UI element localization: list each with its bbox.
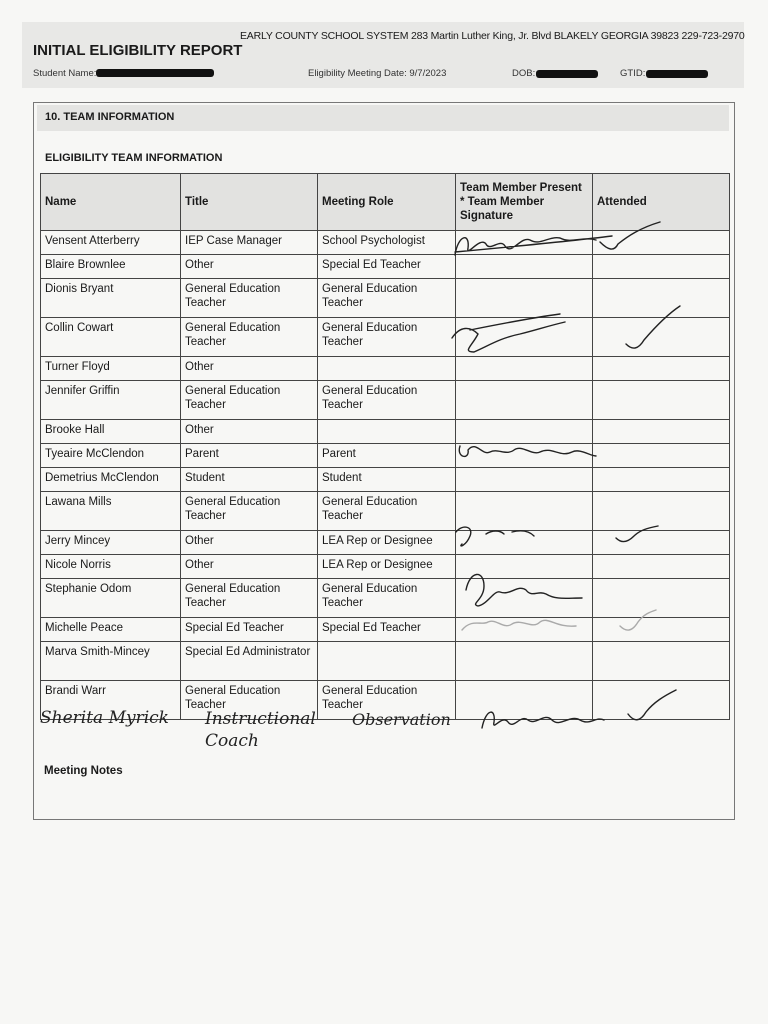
cell-name: Collin Cowart — [41, 318, 181, 357]
cell-title: Other — [181, 255, 318, 279]
cell-role: LEA Rep or Designee — [318, 531, 456, 555]
col-header-attended: Attended — [593, 174, 730, 231]
cell-title: General Education Teacher — [181, 681, 318, 720]
cell-role: Special Ed Teacher — [318, 255, 456, 279]
cell-title: IEP Case Manager — [181, 231, 318, 255]
student-name-label: Student Name: — [33, 68, 97, 79]
dob-label: DOB: — [512, 68, 536, 79]
cell-title: Other — [181, 555, 318, 579]
cell-name: Dionis Bryant — [41, 279, 181, 318]
cell-name: Demetrius McClendon — [41, 468, 181, 492]
meeting-date-label: Eligibility Meeting Date: 9/7/2023 — [308, 68, 447, 79]
cell-name: Blaire Brownlee — [41, 255, 181, 279]
cell-title: Special Ed Administrator — [181, 642, 318, 681]
report-title: INITIAL ELIGIBILITY REPORT — [33, 42, 243, 59]
cell-name: Michelle Peace — [41, 618, 181, 642]
cell-role: School Psychologist — [318, 231, 456, 255]
cell-role: General Education Teacher — [318, 681, 456, 720]
col-header-name: Name — [41, 174, 181, 231]
cell-title: Other — [181, 531, 318, 555]
cell-role: General Education Teacher — [318, 492, 456, 531]
gtid-label: GTID: — [620, 68, 646, 79]
handwritten-name: Sherita Myrick — [40, 708, 169, 728]
cell-role: LEA Rep or Designee — [318, 555, 456, 579]
cell-name: Tyeaire McClendon — [41, 444, 181, 468]
cell-title: Other — [181, 357, 318, 381]
handwritten-role: Observation — [352, 710, 451, 729]
meeting-notes-label: Meeting Notes — [44, 765, 123, 777]
cell-title: Parent — [181, 444, 318, 468]
cell-role: Parent — [318, 444, 456, 468]
section-title: 10. TEAM INFORMATION — [45, 111, 175, 123]
cell-title: General Education Teacher — [181, 492, 318, 531]
cell-role: Student — [318, 468, 456, 492]
cell-title: Special Ed Teacher — [181, 618, 318, 642]
cell-title: Student — [181, 468, 318, 492]
cell-name: Turner Floyd — [41, 357, 181, 381]
cell-title: General Education Teacher — [181, 579, 318, 618]
cell-name: Stephanie Odom — [41, 579, 181, 618]
cell-role: Special Ed Teacher — [318, 618, 456, 642]
col-header-title: Title — [181, 174, 318, 231]
cell-title: General Education Teacher — [181, 381, 318, 420]
organization-line: EARLY COUNTY SCHOOL SYSTEM 283 Martin Luther King, Jr. Blvd BLAKELY GEORGIA 39823 229-723-2970 — [240, 30, 745, 42]
cell-name: Brooke Hall — [41, 420, 181, 444]
handwritten-title: Instructional Coach — [205, 709, 316, 751]
cell-name: Jerry Mincey — [41, 531, 181, 555]
cell-role: General Education Teacher — [318, 318, 456, 357]
cell-role: General Education Teacher — [318, 279, 456, 318]
cell-title: General Education Teacher — [181, 318, 318, 357]
col-header-role: Meeting Role — [318, 174, 456, 231]
col-header-signature: Team Member Present * Team Member Signature — [456, 174, 593, 231]
cell-name: Nicole Norris — [41, 555, 181, 579]
cell-name: Marva Smith-Mincey — [41, 642, 181, 681]
cell-title: Other — [181, 420, 318, 444]
cell-name: Lawana Mills — [41, 492, 181, 531]
cell-role: General Education Teacher — [318, 579, 456, 618]
cell-name: Brandi Warr — [41, 681, 181, 720]
cell-name: Jennifer Griffin — [41, 381, 181, 420]
cell-role: General Education Teacher — [318, 381, 456, 420]
cell-name: Vensent Atterberry — [41, 231, 181, 255]
team-subtitle: ELIGIBILITY TEAM INFORMATION — [45, 152, 223, 164]
cell-title: General Education Teacher — [181, 279, 318, 318]
